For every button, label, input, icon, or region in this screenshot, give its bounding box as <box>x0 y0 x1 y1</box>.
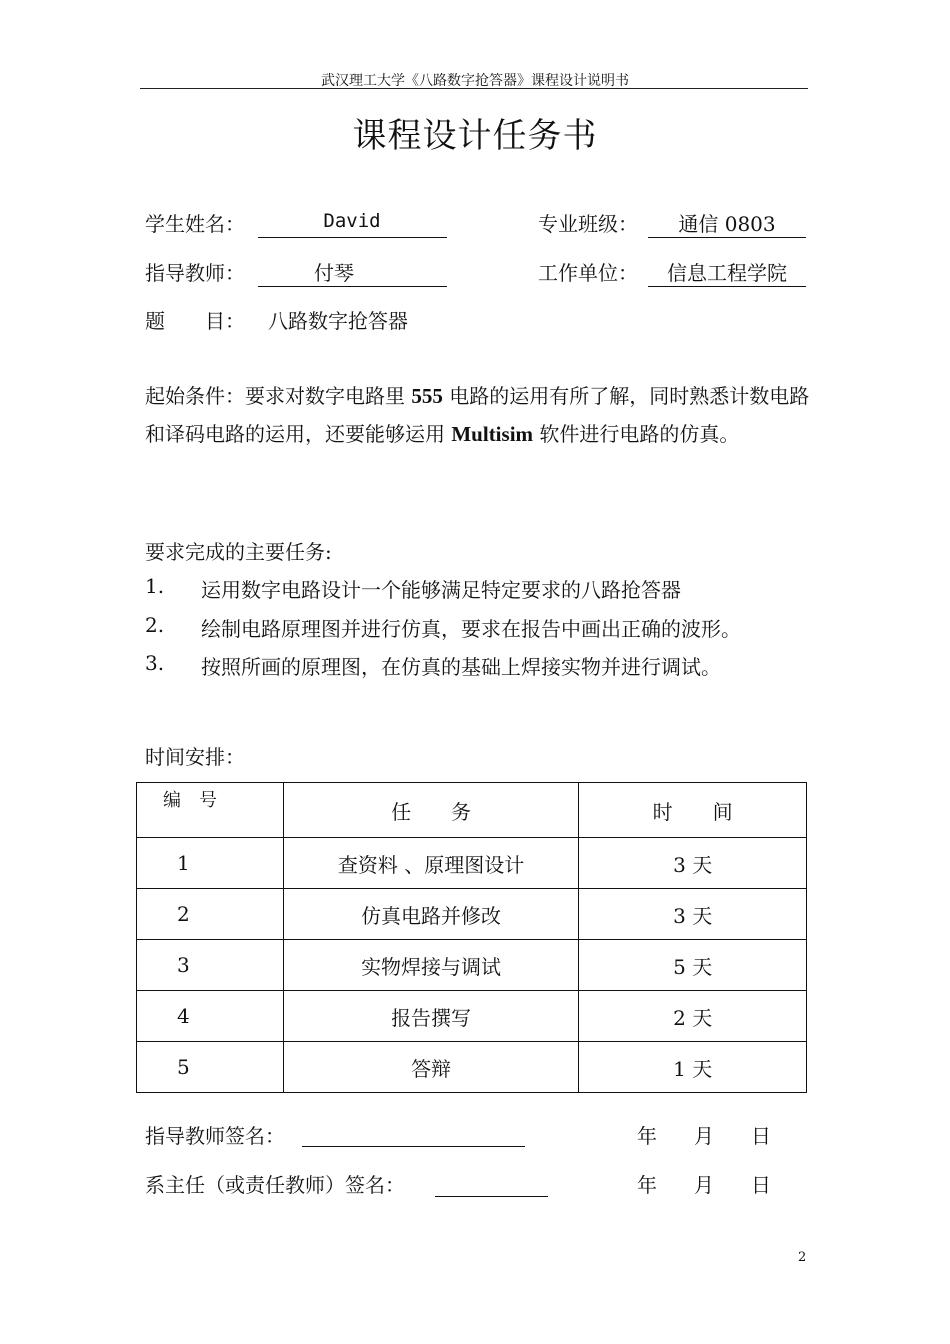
topic-label: 题 目： <box>145 309 245 333</box>
conditions-text-2: 电路的运用有所了解，同时熟悉计数电路和译码电路的运用，还要能够运用 <box>145 384 810 446</box>
row-task: 查资料 、原理图设计 <box>283 838 579 889</box>
task-text-2: 绘制电路原理图并进行仿真，要求在报告中画出正确的波形。 <box>201 617 741 641</box>
header-task: 任 务 <box>283 783 579 838</box>
director-sign-month: 月 <box>694 1173 714 1197</box>
row-time: 3 天 <box>579 838 807 889</box>
row-number: 4 <box>137 991 284 1042</box>
director-sign-year: 年 <box>637 1173 657 1197</box>
row-number: 2 <box>137 889 284 940</box>
row-task: 报告撰写 <box>283 991 579 1042</box>
task-text-3: 按照所画的原理图，在仿真的基础上焊接实物并进行调试。 <box>201 655 721 679</box>
row-task: 实物焊接与调试 <box>283 940 579 991</box>
advisor-value: 付琴 <box>314 261 354 285</box>
row-time: 5 天 <box>579 940 807 991</box>
schedule-row <box>137 940 807 991</box>
page-number: 2 <box>798 1250 807 1265</box>
task-text-1: 运用数字电路设计一个能够满足特定要求的八路抢答器 <box>201 578 681 602</box>
header-rule <box>140 88 808 89</box>
schedule-header-row <box>137 783 807 838</box>
tasks-heading: 要求完成的主要任务: <box>145 540 332 564</box>
director-signature-line <box>435 1196 548 1197</box>
work-unit-underline <box>648 286 806 287</box>
schedule-row <box>137 838 807 889</box>
advisor-sign-year: 年 <box>637 1124 657 1148</box>
schedule-row <box>137 889 807 940</box>
advisor-label: 指导教师： <box>145 261 245 285</box>
advisor-sign-day: 日 <box>751 1124 771 1148</box>
row-time: 1 天 <box>579 1042 807 1093</box>
schedule-row <box>137 991 807 1042</box>
conditions-bold-multisim: Multisim <box>451 422 534 446</box>
work-unit-label: 工作单位： <box>538 261 638 285</box>
row-time: 2 天 <box>579 991 807 1042</box>
major-class-underline <box>648 237 806 238</box>
row-time: 3 天 <box>579 889 807 940</box>
student-name-label: 学生姓名： <box>145 212 245 236</box>
page-title: 课程设计任务书 <box>352 116 598 156</box>
conditions-paragraph <box>145 377 810 453</box>
major-class-value: 通信 0803 <box>678 212 776 236</box>
running-header: 武汉理工大学《八路数字抢答器》课程设计说明书 <box>321 73 629 89</box>
director-signature-label: 系主任（或责任教师）签名： <box>145 1173 405 1197</box>
director-sign-day: 日 <box>751 1173 771 1197</box>
advisor-underline <box>258 286 447 287</box>
advisor-sign-month: 月 <box>694 1124 714 1148</box>
conditions-text-3: 软件进行电路的仿真。 <box>533 422 740 446</box>
conditions-text-1: 起始条件：要求对数字电路里 <box>145 384 412 408</box>
task-number-2: 2. <box>145 613 165 637</box>
student-name-underline <box>258 237 447 238</box>
row-number: 3 <box>137 940 284 991</box>
topic-value: 八路数字抢答器 <box>268 309 408 333</box>
task-number-1: 1. <box>145 574 165 598</box>
schedule-row <box>137 1042 807 1093</box>
conditions-bold-555: 555 <box>411 384 443 408</box>
schedule-table <box>136 782 807 1093</box>
header-time: 时 间 <box>579 783 807 838</box>
student-name-value: David <box>323 210 381 232</box>
task-number-3: 3. <box>145 651 165 675</box>
major-class-label: 专业班级： <box>538 212 638 236</box>
row-task: 仿真电路并修改 <box>283 889 579 940</box>
row-number: 5 <box>137 1042 284 1093</box>
work-unit-value: 信息工程学院 <box>667 261 787 285</box>
row-number: 1 <box>137 838 284 889</box>
schedule-heading: 时间安排： <box>145 745 245 769</box>
advisor-signature-line <box>302 1146 525 1147</box>
advisor-signature-label: 指导教师签名： <box>145 1124 285 1148</box>
row-task: 答辩 <box>283 1042 579 1093</box>
header-number: 编 号 <box>137 783 284 838</box>
